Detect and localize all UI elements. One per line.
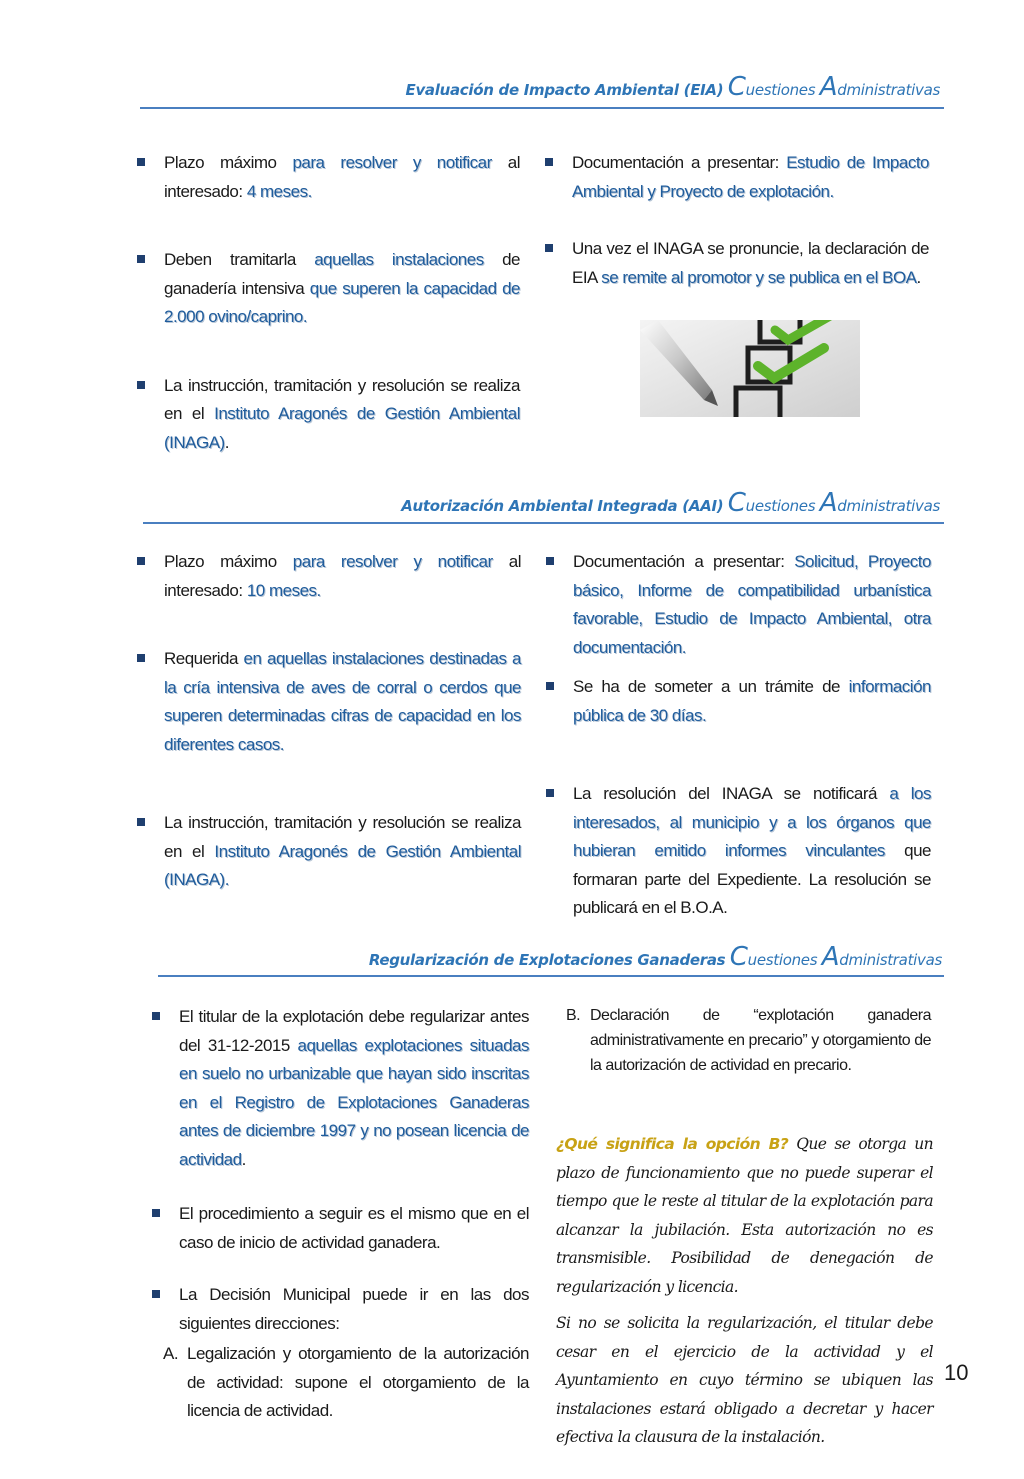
bullet-item: La Decisión Municipal puede ir en las dos siguientes direcciones: [152, 1281, 529, 1338]
option-b-text: Declaración de “explotación ganadera administrativamente en precario” y otorgamiento de la autorización de actividad en precario. [590, 1007, 931, 1074]
title-rest-a: dministrativas [837, 497, 940, 515]
question-paragraph [556, 1130, 933, 1301]
answer-text: Que se otorga un plazo de funcionamiento que no puede superar el tiempo que le reste al titular de la explotación para alcanzar la jubilación. Esta autorización no es transmisible. Posibilidad de denegación de regularización y licencia. [556, 1135, 933, 1296]
title-rest-c: uestiones [747, 951, 822, 969]
option-b-explanation [556, 1130, 933, 1452]
eia-left-column [137, 149, 520, 457]
aai-right-column [546, 548, 931, 923]
section-title-eia [406, 72, 941, 102]
bullet-item: Se ha de someter a un trámite de información pública de 30 días. [546, 673, 931, 730]
bullet-item: Requerida en aquellas instalaciones destinadas a la cría intensiva de aves de corral o cerdos que superen determinadas cifras de capacidad en los diferentes casos. [137, 645, 521, 759]
title-letter-c: C [727, 488, 746, 518]
bullet-item: Deben tramitarla aquellas instalaciones de ganadería intensiva que superen la capacidad de 2.000 ovino/caprino. [137, 246, 520, 332]
title-rest-a: dministrativas [837, 81, 940, 99]
reg-left-column [152, 1003, 529, 1426]
title-letter-a: A [821, 942, 840, 972]
bullet-item: El procedimiento a seguir es el mismo que en el caso de inicio de actividad ganadera. [152, 1200, 529, 1257]
section-title-regularizacion [369, 942, 942, 972]
section-rule [143, 522, 944, 524]
title-letter-a: A [819, 488, 838, 518]
bullet-item: El titular de la explotación debe regularizar antes del 31-12-2015 aquellas explotaciones situadas en suelo no urbanizable que hayan sido inscritas en el Registro de Explotaciones Ganaderas antes de diciembre 1997 y no posean licencia de actividad. [152, 1003, 529, 1174]
option-a-mark: A. [163, 1344, 179, 1363]
section-title-aai [401, 488, 940, 518]
title-letter-c: C [727, 72, 746, 102]
checklist-pen-icon [640, 320, 860, 417]
reg-right-column [566, 1003, 931, 1078]
section-title-text: Autorización Ambiental Integrada (AAI) [401, 497, 724, 515]
bullet-item: Documentación a presentar: Solicitud, Proyecto básico, Informe de compatibilidad urbanística favorable, Estudio de Impacto Ambiental, otra documentación. [546, 548, 931, 662]
title-rest-a: dministrativas [839, 951, 942, 969]
title-rest-c: uestiones [745, 497, 820, 515]
bullet-item: Una vez el INAGA se pronuncie, la declaración de EIA se remite al promotor y se publica en el BOA. [545, 235, 929, 292]
section-rule [140, 107, 944, 109]
option-a [163, 1340, 529, 1426]
title-rest-c: uestiones [745, 81, 820, 99]
option-a-text: Legalización y otorgamiento de la autorización de actividad: supone el otorgamiento de la licencia de actividad. [187, 1344, 529, 1420]
page-number: 10 [944, 1360, 969, 1385]
title-letter-a: A [819, 72, 838, 102]
section-title-text: Regularización de Explotaciones Ganaderas [368, 951, 726, 969]
bullet-item: La resolución del INAGA se notificará a los interesados, al municipio y a los órganos que hubieran emitido informes vinculantes que formaran parte del Expediente. La resolución se publicará en el B.O.A. [546, 780, 931, 923]
bullet-item: La instrucción, tramitación y resolución se realiza en el Instituto Aragonés de Gestión Ambiental (INAGA). [137, 809, 521, 895]
question-text: ¿Qué significa la opción B? [556, 1135, 789, 1153]
eia-right-column [545, 149, 929, 292]
option-b [566, 1003, 931, 1078]
closing-paragraph: Si no se solicita la regularización, el titular debe cesar en el ejercicio de la actividad y el Ayuntamiento en cuyo término se ubiquen las instalaciones estará obligado a decretar y hacer efectiva la clausura de la instalación. [556, 1314, 933, 1446]
title-letter-c: C [729, 942, 748, 972]
section-rule [158, 975, 944, 977]
bullet-item: Plazo máximo para resolver y notificar al interesado: 10 meses. [137, 548, 521, 605]
aai-left-column [137, 548, 521, 895]
bullet-item: Documentación a presentar: Estudio de Impacto Ambiental y Proyecto de explotación. [545, 149, 929, 206]
bullet-item: La instrucción, tramitación y resolución se realiza en el Instituto Aragonés de Gestión Ambiental (INAGA). [137, 372, 520, 458]
section-title-text: Evaluación de Impacto Ambiental (EIA) [405, 81, 724, 99]
option-b-mark: B. [566, 1007, 581, 1024]
bullet-item: Plazo máximo para resolver y notificar al interesado: 4 meses. [137, 149, 520, 206]
